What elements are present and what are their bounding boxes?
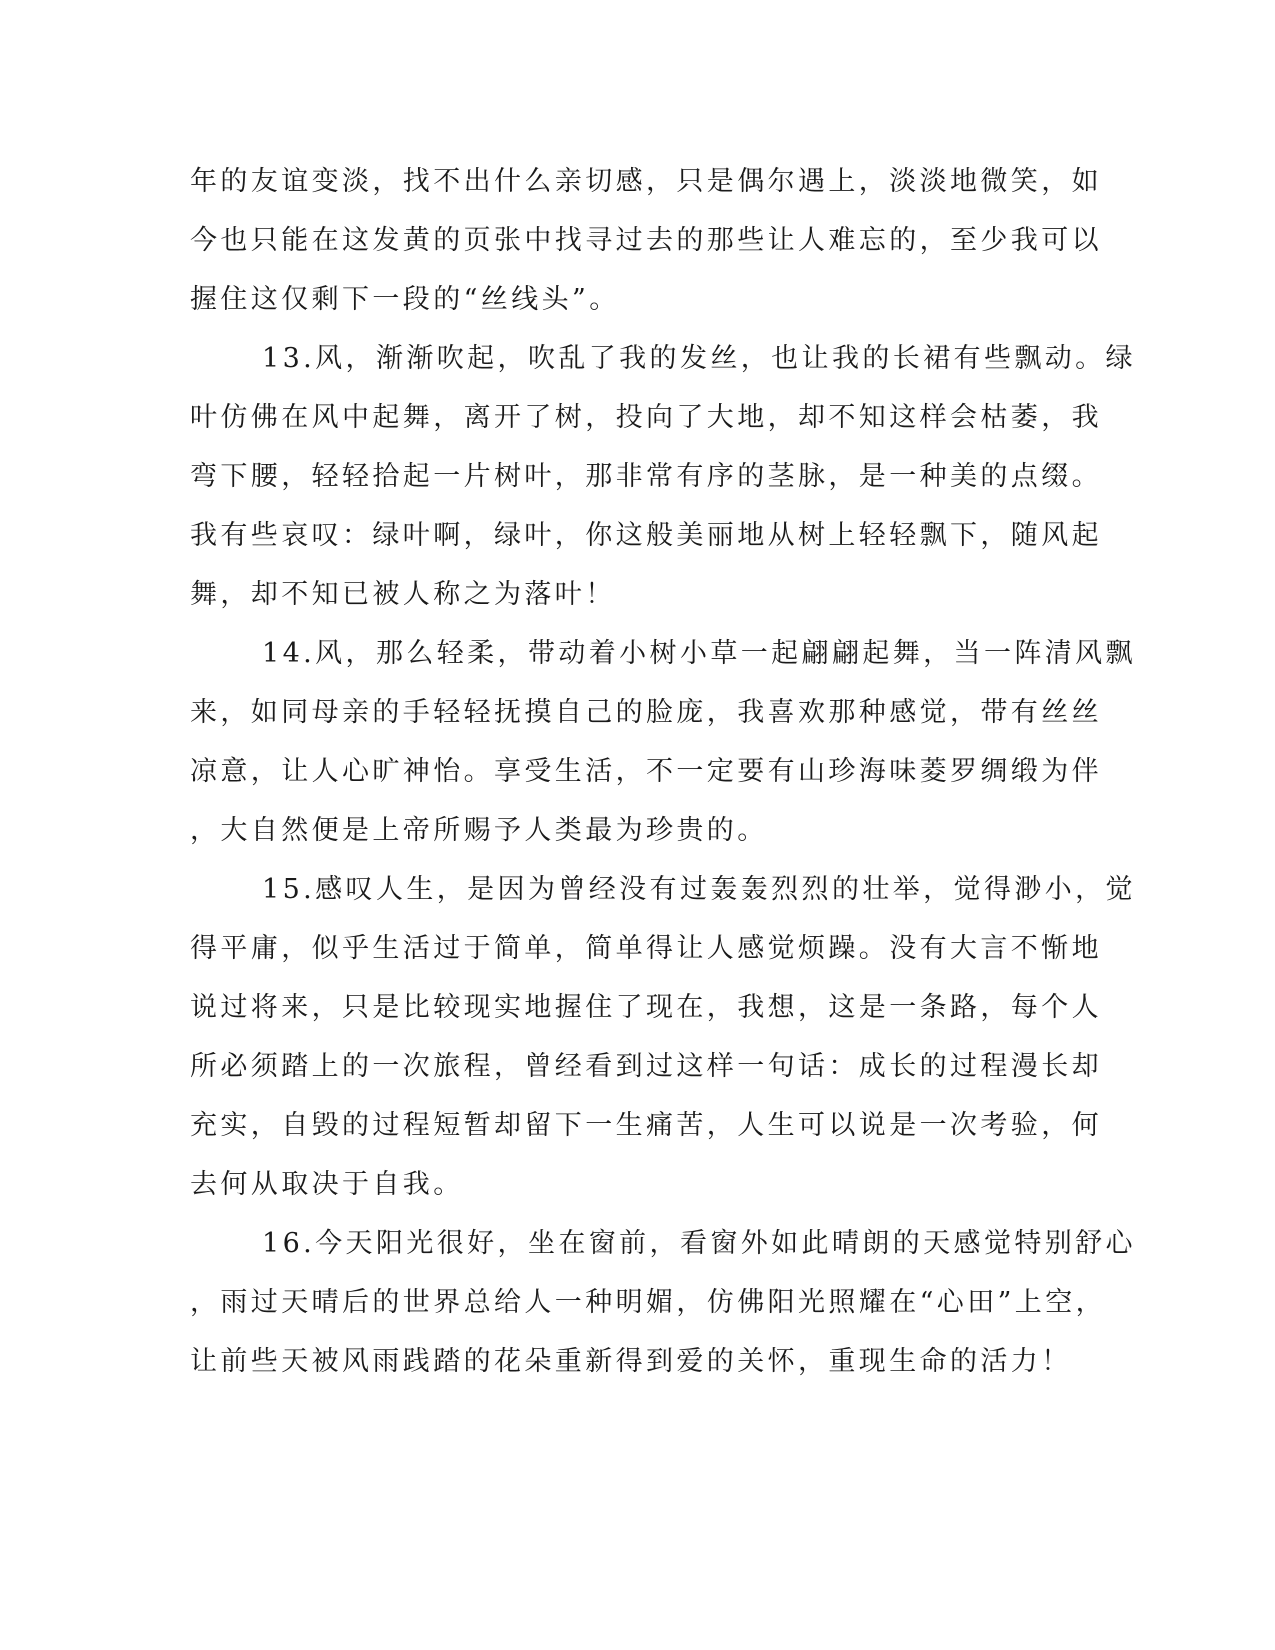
text-line: 舞，却不知已被人称之为落叶！ [190,579,616,610]
text-line: 得平庸，似乎生活过于简单，简单得让人感觉烦躁。没有大言不惭地 [190,933,1102,964]
text-line: 凉意，让人心旷神怡。享受生活，不一定要有山珍海味菱罗绸缎为伴 [190,756,1102,787]
text-line: 我有些哀叹：绿叶啊，绿叶，你这般美丽地从树上轻轻飘下，随风起 [190,520,1102,551]
paragraph-13-first-line: 13.风，渐渐吹起，吹乱了我的发丝，也让我的长裙有些飘动。绿 [262,343,1136,374]
text-line: 说过将来，只是比较现实地握住了现在，我想，这是一条路，每个人 [190,992,1102,1023]
paragraph-16-first-line: 16.今天阳光很好，坐在窗前，看窗外如此晴朗的天感觉特别舒心 [262,1228,1136,1259]
paragraph-14-first-line: 14.风，那么轻柔，带动着小树小草一起翩翩起舞，当一阵清风飘 [262,638,1136,669]
text-line: 让前些天被风雨践踏的花朵重新得到爱的关怀，重现生命的活力！ [190,1346,1072,1377]
text-line: 今也只能在这发黄的页张中找寻过去的那些让人难忘的，至少我可以 [190,225,1102,256]
text-line: 年的友谊变淡，找不出什么亲切感，只是偶尔遇上，淡淡地微笑，如 [190,166,1102,197]
text-line: 握住这仅剩下一段的“丝线头”。 [190,284,620,315]
text-line: 所必须踏上的一次旅程，曾经看到过这样一句话：成长的过程漫长却 [190,1051,1102,1082]
text-line: 来，如同母亲的手轻轻抚摸自己的脸庞，我喜欢那种感觉，带有丝丝 [190,697,1102,728]
text-line: ，大自然便是上帝所赐予人类最为珍贵的。 [190,815,768,846]
text-line: 充实，自毁的过程短暂却留下一生痛苦，人生可以说是一次考验，何 [190,1110,1102,1141]
text-line: 弯下腰，轻轻拾起一片树叶，那非常有序的茎脉，是一种美的点缀。 [190,461,1102,492]
text-line: 叶仿佛在风中起舞，离开了树，投向了大地，却不知这样会枯萎，我 [190,402,1102,433]
paragraph-15-first-line: 15.感叹人生，是因为曾经没有过轰轰烈烈的壮举，觉得渺小，觉 [262,874,1136,905]
text-line: 去何从取决于自我。 [190,1169,464,1200]
text-line: ，雨过天晴后的世界总给人一种明媚，仿佛阳光照耀在“心田”上空， [190,1287,1107,1318]
